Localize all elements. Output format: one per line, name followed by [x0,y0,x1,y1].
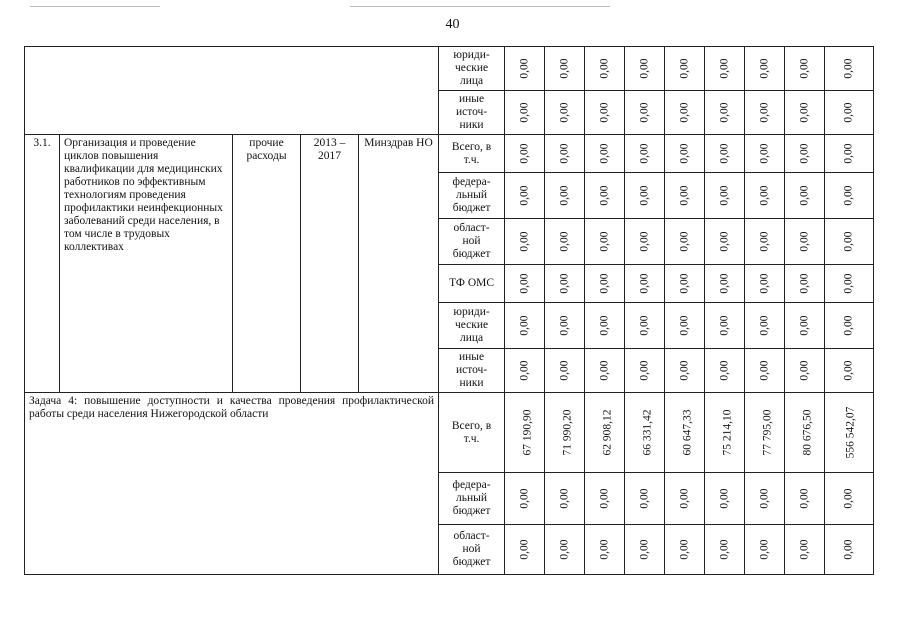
value-cell [745,473,785,525]
value-cell [785,393,825,473]
value-cell [825,473,874,525]
value-text: 0,00 [718,360,731,381]
value-text: 0,00 [518,273,531,294]
value-text: 0,00 [678,185,691,206]
value-text: 0,00 [638,185,651,206]
source-label: област- ной бюджет [452,222,491,260]
value-cell [585,265,625,303]
value-text: 0,00 [678,231,691,252]
value-text: 0,00 [758,273,771,294]
value-cell [785,303,825,349]
value-text: 0,00 [638,231,651,252]
value-cell [825,349,874,393]
value-text: 67 190,90 [521,409,534,456]
value-cell [665,47,705,91]
value-text: 0,00 [718,231,731,252]
item-number-cell [25,135,60,393]
value-cell [505,219,545,265]
value-text: 0,00 [798,58,811,79]
value-cell [745,47,785,91]
value-text: 0,00 [718,539,731,560]
source-cell [439,47,505,91]
source-label: федера- льный бюджет [452,479,491,517]
value-cell [585,91,625,135]
item-name-cell [60,135,233,393]
value-cell [745,393,785,473]
value-cell [785,135,825,173]
value-cell [625,349,665,393]
value-text: 0,00 [678,488,691,509]
value-text: 0,00 [558,58,571,79]
value-text: 0,00 [638,143,651,164]
value-text: 0,00 [558,231,571,252]
source-label: област- ной бюджет [452,530,491,568]
value-cell [665,303,705,349]
source-label: юриди- ческие лица [453,49,490,87]
value-text: 0,00 [842,231,855,252]
value-cell [585,525,625,575]
value-text: 0,00 [518,360,531,381]
value-cell [585,173,625,219]
value-text: 556 542,07 [844,406,857,459]
value-cell [545,47,585,91]
value-cell [825,91,874,135]
value-cell [585,349,625,393]
source-label: юриди- ческие лица [453,306,490,344]
value-cell [545,265,585,303]
value-text: 0,00 [798,143,811,164]
value-text: 0,00 [518,231,531,252]
value-text: 0,00 [518,185,531,206]
value-cell [705,393,745,473]
value-text: 0,00 [798,315,811,336]
item-number-text: 3.1. [33,137,51,149]
source-cell [439,219,505,265]
value-text: 0,00 [758,360,771,381]
value-text: 0,00 [798,539,811,560]
table-row [25,135,874,173]
value-cell [745,349,785,393]
value-text: 0,00 [638,102,651,123]
value-cell [625,393,665,473]
source-cell [439,525,505,575]
value-cell [545,393,585,473]
value-text: 0,00 [842,58,855,79]
value-cell [745,91,785,135]
source-label: Всего, в т.ч. [451,140,492,166]
value-text: 0,00 [798,488,811,509]
task-title-cell [25,393,439,575]
budget-table [24,46,874,575]
value-text: 0,00 [842,360,855,381]
value-text: 0,00 [678,360,691,381]
value-text: 0,00 [638,360,651,381]
value-text: 0,00 [598,315,611,336]
value-cell [545,303,585,349]
value-text: 0,00 [718,273,731,294]
value-text: 0,00 [678,273,691,294]
source-label: федера- льный бюджет [452,176,491,214]
value-text: 0,00 [558,315,571,336]
value-cell [785,219,825,265]
value-cell [825,393,874,473]
value-cell [665,219,705,265]
value-cell [745,135,785,173]
value-cell [785,265,825,303]
source-cell [439,91,505,135]
value-cell [785,47,825,91]
value-cell [665,91,705,135]
value-text: 0,00 [558,143,571,164]
value-cell [665,173,705,219]
value-text: 0,00 [598,143,611,164]
value-cell [705,525,745,575]
value-cell [825,135,874,173]
table-row [25,47,874,91]
value-text: 0,00 [558,102,571,123]
value-cell [625,219,665,265]
value-text: 0,00 [798,231,811,252]
value-text: 0,00 [758,58,771,79]
period-cell [301,135,359,393]
executor-text: Минздрав НО [364,137,433,149]
value-text: 62 908,12 [601,409,614,456]
value-cell [505,173,545,219]
value-text: 0,00 [598,539,611,560]
value-cell [785,173,825,219]
value-text: 0,00 [598,273,611,294]
value-cell [705,219,745,265]
value-text: 0,00 [638,488,651,509]
value-cell [585,47,625,91]
value-text: 0,00 [842,185,855,206]
page-number: 40 [445,17,460,32]
value-text: 0,00 [598,360,611,381]
value-cell [505,303,545,349]
value-text: 0,00 [598,58,611,79]
value-cell [665,473,705,525]
value-cell [625,473,665,525]
value-cell [505,525,545,575]
value-text: 0,00 [758,231,771,252]
value-cell [625,91,665,135]
value-cell [545,525,585,575]
value-cell [625,525,665,575]
expense-type-cell [233,135,301,393]
value-cell [505,135,545,173]
value-text: 0,00 [842,273,855,294]
value-cell [705,135,745,173]
value-cell [745,525,785,575]
value-text: 0,00 [558,273,571,294]
value-cell [825,303,874,349]
value-cell [625,47,665,91]
value-text: 0,00 [598,231,611,252]
value-text: 0,00 [638,315,651,336]
source-cell [439,393,505,473]
value-text: 0,00 [638,58,651,79]
expense-type-text: прочие расходы [246,137,287,162]
value-text: 0,00 [718,58,731,79]
value-text: 0,00 [558,360,571,381]
value-text: 60 647,33 [681,409,694,456]
value-cell [785,525,825,575]
value-text: 0,00 [598,185,611,206]
value-cell [705,91,745,135]
item-name-text: Организация и проведение циклов повышения квалификации для медицинских работников по эффективным технологиям проведения профилактики неинфекционных заболеваний среди населения, в том числе в трудовых коллективах [64,137,223,253]
value-text: 80 676,50 [801,409,814,456]
value-text: 0,00 [798,185,811,206]
value-cell [785,91,825,135]
value-text: 0,00 [638,539,651,560]
value-text: 0,00 [718,102,731,123]
value-text: 0,00 [598,488,611,509]
value-text: 0,00 [842,539,855,560]
value-cell [545,349,585,393]
value-cell [625,173,665,219]
value-cell [705,47,745,91]
value-cell [745,173,785,219]
value-cell [585,393,625,473]
value-cell [745,219,785,265]
value-cell [825,47,874,91]
value-cell [625,265,665,303]
value-cell [585,219,625,265]
value-cell [585,473,625,525]
value-text: 0,00 [798,102,811,123]
value-text: 0,00 [678,315,691,336]
value-text: 0,00 [678,102,691,123]
continuation-blank-cell [25,47,439,135]
value-text: 66 331,42 [641,409,654,456]
period-text: 2013 – 2017 [313,137,346,162]
value-cell [585,303,625,349]
value-text: 0,00 [798,360,811,381]
value-text: 0,00 [798,273,811,294]
value-cell [745,265,785,303]
value-text: 0,00 [842,102,855,123]
value-cell [825,525,874,575]
value-cell [625,135,665,173]
value-text: 0,00 [718,315,731,336]
value-cell [545,135,585,173]
value-cell [705,265,745,303]
executor-cell [359,135,439,393]
value-cell [505,349,545,393]
value-cell [505,393,545,473]
value-cell [705,303,745,349]
value-text: 0,00 [518,488,531,509]
value-cell [785,349,825,393]
scan-artifact [350,6,610,7]
value-text: 0,00 [518,315,531,336]
value-text: 0,00 [842,143,855,164]
value-text: 0,00 [718,143,731,164]
value-text: 71 990,20 [561,409,574,456]
source-label: ТФ ОМС [449,277,495,289]
value-cell [545,173,585,219]
source-label: иные источ- ники [455,93,488,131]
value-cell [785,473,825,525]
source-cell [439,265,505,303]
table-body [25,47,874,575]
value-text: 0,00 [558,539,571,560]
value-text: 0,00 [678,143,691,164]
source-cell [439,349,505,393]
value-text: 0,00 [518,58,531,79]
source-cell [439,303,505,349]
value-text: 75 214,10 [721,409,734,456]
value-cell [665,393,705,473]
value-cell [545,219,585,265]
value-cell [505,47,545,91]
value-cell [545,473,585,525]
value-cell [505,265,545,303]
value-text: 0,00 [842,315,855,336]
value-text: 0,00 [558,185,571,206]
scan-artifact [30,6,160,7]
source-cell [439,135,505,173]
value-cell [505,91,545,135]
task-title: Задача 4: повышение доступности и качества проведения профилактической работы среди населения Нижегородской области [29,395,435,420]
value-text: 0,00 [758,539,771,560]
value-cell [665,135,705,173]
value-text: 77 795,00 [761,409,774,456]
value-cell [665,265,705,303]
value-text: 0,00 [518,102,531,123]
value-cell [665,349,705,393]
value-text: 0,00 [718,488,731,509]
value-cell [705,349,745,393]
value-cell [825,265,874,303]
value-text: 0,00 [678,539,691,560]
value-cell [545,91,585,135]
value-text: 0,00 [758,185,771,206]
value-text: 0,00 [678,58,691,79]
value-text: 0,00 [598,102,611,123]
table-row [25,393,874,473]
value-cell [745,303,785,349]
value-text: 0,00 [638,273,651,294]
value-cell [665,525,705,575]
value-cell [705,173,745,219]
value-text: 0,00 [842,488,855,509]
source-label: иные источ- ники [455,351,488,389]
value-cell [625,303,665,349]
value-text: 0,00 [718,185,731,206]
value-cell [825,173,874,219]
value-cell [825,219,874,265]
value-text: 0,00 [518,143,531,164]
source-cell [439,473,505,525]
value-text: 0,00 [758,315,771,336]
source-cell [439,173,505,219]
value-cell [505,473,545,525]
value-text: 0,00 [758,488,771,509]
value-text: 0,00 [758,102,771,123]
value-cell [705,473,745,525]
source-label: Всего, в т.ч. [451,419,492,445]
value-text: 0,00 [758,143,771,164]
value-text: 0,00 [558,488,571,509]
value-text: 0,00 [518,539,531,560]
value-cell [585,135,625,173]
